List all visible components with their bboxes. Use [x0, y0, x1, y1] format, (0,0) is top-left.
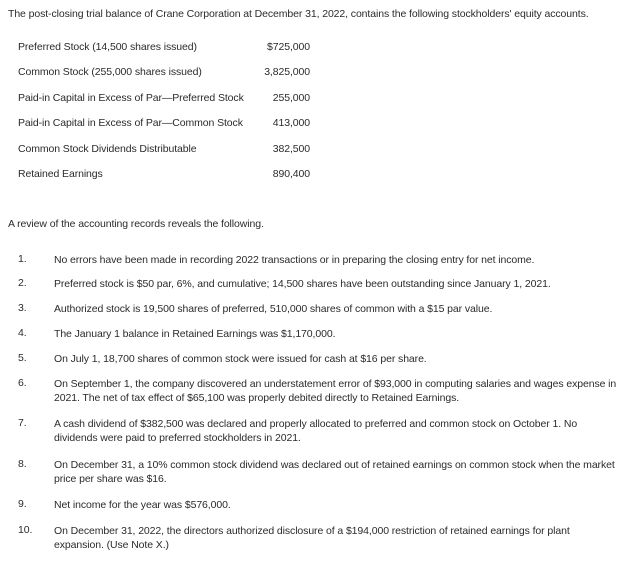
account-label: Common Stock (255,000 shares issued): [18, 66, 202, 79]
list-item-number: 2.: [18, 277, 27, 289]
review-text: A review of the accounting records reveals the following.: [8, 218, 264, 230]
list-item-number: 10.: [18, 524, 33, 536]
list-item-number: 5.: [18, 352, 27, 364]
account-amount: 413,000: [272, 117, 310, 130]
list-item-number: 9.: [18, 498, 27, 510]
list-item-text: Net income for the year was $576,000.: [54, 499, 231, 511]
list-item-text: Preferred stock is $50 par, 6%, and cumulative; 14,500 shares have been outstanding since January 1, 2021.: [54, 278, 551, 290]
list-item-number: 8.: [18, 458, 27, 470]
list-item-number: 6.: [18, 377, 27, 389]
list-item-number: 4.: [18, 327, 27, 339]
account-row: [18, 41, 318, 66]
account-label: Paid-in Capital in Excess of Par—Common Stock: [18, 117, 243, 130]
list-item-text: A cash dividend of $382,500 was declared and properly allocated to preferred and common stock on October 1. No dividends were paid to preferred stockholders in 2021.: [54, 418, 578, 444]
account-amount: 3,825,000: [264, 66, 310, 79]
equity-accounts-table: [18, 41, 318, 193]
account-row: [18, 92, 318, 117]
list-item-number: 7.: [18, 417, 27, 429]
account-label: Preferred Stock (14,500 shares issued): [18, 41, 197, 53]
list-item-text: The January 1 balance in Retained Earnings was $1,170,000.: [54, 328, 336, 340]
list-item-text: No errors have been made in recording 2022 transactions or in preparing the closing entry for net income.: [54, 254, 535, 266]
list-item-text: On December 31, a 10% common stock dividend was declared out of retained earnings on common stock when the market price per share was $16.: [54, 459, 615, 485]
account-amount: $725,000: [267, 41, 310, 53]
account-amount: 890,400: [272, 167, 310, 180]
list-item-text: Authorized stock is 19,500 shares of preferred, 510,000 shares of common with a $15 par value.: [54, 303, 493, 315]
account-label: Retained Earnings: [18, 167, 103, 180]
list-item-text: On December 31, 2022, the directors authorized disclosure of a $194,000 restriction of retained earnings for plant expansion. (Use Note X.): [54, 525, 570, 551]
list-item-number: 3.: [18, 302, 27, 314]
account-label: Common Stock Dividends Distributable: [18, 142, 197, 155]
account-row: [18, 143, 318, 168]
list-item-number: 1.: [18, 253, 27, 265]
intro-text: The post-closing trial balance of Crane Corporation at December 31, 2022, contains the following stockholders' equity accounts.: [8, 8, 589, 20]
account-amount: 382,500: [272, 142, 310, 155]
account-row: [18, 66, 318, 91]
account-amount: 255,000: [272, 91, 310, 104]
account-row: [18, 168, 318, 193]
list-item-text: On September 1, the company discovered an understatement error of $93,000 in computing salaries and wages expense in 2021. The net of tax effect of $65,100 was properly debited directly to Retained Earnings.: [54, 378, 617, 404]
list-item-text: On July 1, 18,700 shares of common stock were issued for cash at $16 per share.: [54, 353, 427, 365]
account-label: Paid-in Capital in Excess of Par—Preferred Stock: [18, 91, 244, 104]
account-row: [18, 117, 318, 142]
